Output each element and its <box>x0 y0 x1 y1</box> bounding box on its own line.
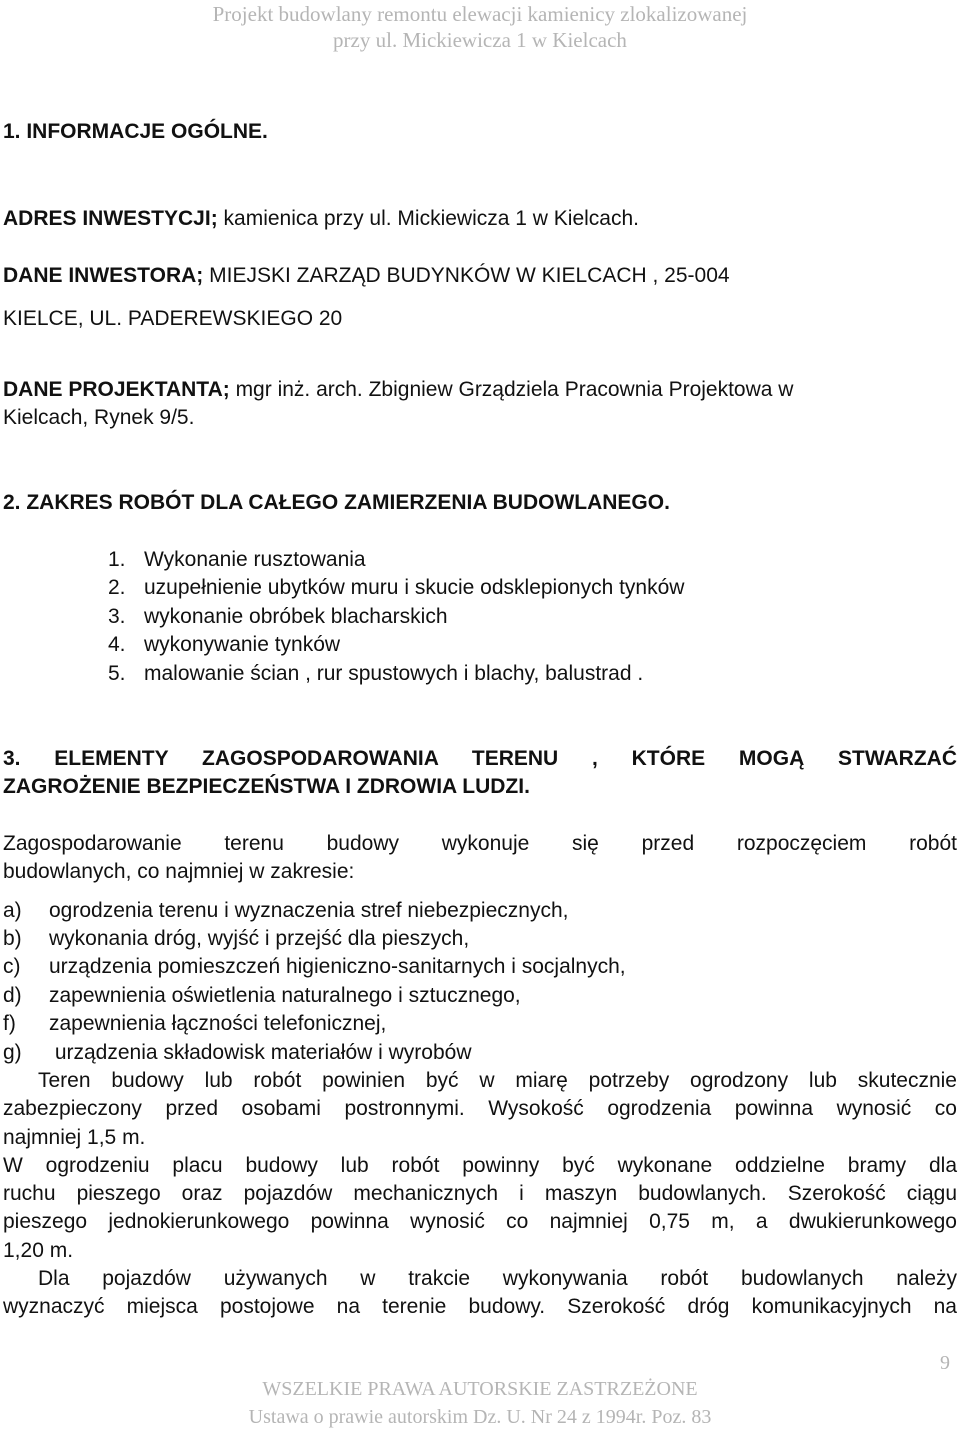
investor-label: DANE INWESTORA; <box>3 264 204 287</box>
copyright-notice: WSZELKIE PRAWA AUTORSKIE ZASTRZEŻONE <box>262 1378 698 1400</box>
gates-paragraph-line2: ruchu pieszego oraz pojazdów mechanicznych i maszyn budowlanych. Szerokość ciągu <box>3 1182 957 1205</box>
vehicles-paragraph-line1: Dla pojazdów używanych w trakcie wykonywania robót budowlanych należy <box>38 1267 957 1290</box>
measure-item <box>3 955 626 979</box>
scope-item-number: 1. <box>108 548 126 571</box>
address-label: ADRES INWESTYCJI; <box>3 207 218 230</box>
gates-paragraph-line4: 1,20 m. <box>3 1239 74 1262</box>
designer-line <box>3 378 793 402</box>
measure-item-text: zapewnienia łączności telefonicznej, <box>49 1012 387 1035</box>
scope-item-number: 3. <box>108 605 126 628</box>
scope-item-text: wykonanie obróbek blacharskich <box>144 605 448 628</box>
vehicles-paragraph-line2: wyznaczyć miejsca postojowe na terenie budowy. Szerokość dróg komunikacyjnych na <box>3 1295 957 1318</box>
section3-title-line1: 3. ELEMENTY ZAGOSPODAROWANIA TERENU , KTÓRE MOGĄ STWARZAĆ <box>3 747 957 770</box>
measure-item-text: wykonania dróg, wyjść i przejść dla pieszych, <box>49 927 470 950</box>
scope-item <box>108 662 643 686</box>
measure-item-letter: b) <box>3 927 22 950</box>
measure-item-letter: f) <box>3 1012 16 1035</box>
scope-item-number: 2. <box>108 576 126 599</box>
measure-item-text: urządzenia składowisk materiałów i wyrobów <box>49 1041 472 1064</box>
scope-item <box>108 633 340 657</box>
address-line <box>3 207 639 231</box>
investor-value: MIEJSKI ZARZĄD BUDYNKÓW W KIELCACH , 25-004 <box>203 264 730 287</box>
designer-label: DANE PROJEKTANTA; <box>3 378 230 401</box>
measure-item <box>3 1012 386 1036</box>
scope-item-text: uzupełnienie ubytków muru i skucie odsklepionych tynków <box>144 576 685 599</box>
measure-item <box>3 984 521 1008</box>
copyright-law-reference: Ustawa o prawie autorskim Dz. U. Nr 24 z 1994r. Poz. 83 <box>248 1406 712 1428</box>
scope-item <box>108 548 366 572</box>
intro-line1: Zagospodarowanie terenu budowy wykonuje się przed rozpoczęciem robót <box>3 832 957 855</box>
measure-item-text: zapewnienia oświetlenia naturalnego i sztucznego, <box>49 984 521 1007</box>
measure-item-text: urządzenia pomieszczeń higieniczno-sanitarnych i socjalnych, <box>49 955 626 978</box>
measure-item-text: ogrodzenia terenu i wyznaczenia stref niebezpiecznych, <box>49 899 569 922</box>
header-title-line1: Projekt budowlany remontu elewacji kamienicy zlokalizowanej <box>212 2 748 26</box>
address-value: kamienica przy ul. Mickiewicza 1 w Kielcach. <box>217 207 639 230</box>
investor-line-2: KIELCE, UL. PADEREWSKIEGO 20 <box>3 307 343 330</box>
measure-item-letter: g) <box>3 1041 22 1064</box>
measure-item-letter: d) <box>3 984 22 1007</box>
designer-value: mgr inż. arch. Zbigniew Grządziela Pracownia Projektowa w <box>229 378 794 401</box>
investor-line <box>3 264 730 288</box>
measure-item-letter: c) <box>3 955 21 978</box>
measure-item <box>3 927 469 951</box>
header-title-line2: przy ul. Mickiewicza 1 w Kielcach <box>333 28 627 52</box>
scope-item <box>108 605 448 629</box>
section3-title-line2: ZAGROŻENIE BEZPIECZEŃSTWA I ZDROWIA LUDZI. <box>3 775 530 798</box>
measure-item-letter: a) <box>3 899 22 922</box>
gates-paragraph-line3: pieszego jednokierunkowego powinna wynosić co najmniej 0,75 m, a dwukierunkowego <box>3 1210 957 1233</box>
designer-line-2: Kielcach, Rynek 9/5. <box>3 406 195 429</box>
section2-title: 2. ZAKRES ROBÓT DLA CAŁEGO ZAMIERZENIA BUDOWLANEGO. <box>3 491 670 514</box>
scope-item-number: 4. <box>108 633 126 656</box>
measure-item <box>3 1041 472 1065</box>
fence-paragraph-line3: najmniej 1,5 m. <box>3 1126 146 1149</box>
intro-line2: budowlanych, co najmniej w zakresie: <box>3 860 355 883</box>
scope-item-text: malowanie ścian , rur spustowych i blachy, balustrad . <box>144 662 644 685</box>
section1-title: 1. INFORMACJE OGÓLNE. <box>3 120 268 143</box>
scope-item-number: 5. <box>108 662 126 685</box>
fence-paragraph-line2: zabezpieczony przed osobami postronnymi. Wysokość ogrodzenia powinna wynosić co <box>3 1097 957 1120</box>
scope-item-text: wykonywanie tynków <box>144 633 341 656</box>
fence-paragraph-line1: Teren budowy lub robót powinien być w miarę potrzeby ogrodzony lub skutecznie <box>38 1069 957 1092</box>
scope-item <box>108 576 684 600</box>
gates-paragraph-line1: W ogrodzeniu placu budowy lub robót powinny być wykonane oddzielne bramy dla <box>3 1154 957 1177</box>
measure-item <box>3 899 568 923</box>
scope-item-text: Wykonanie rusztowania <box>144 548 366 571</box>
page-number: 9 <box>940 1352 950 1374</box>
